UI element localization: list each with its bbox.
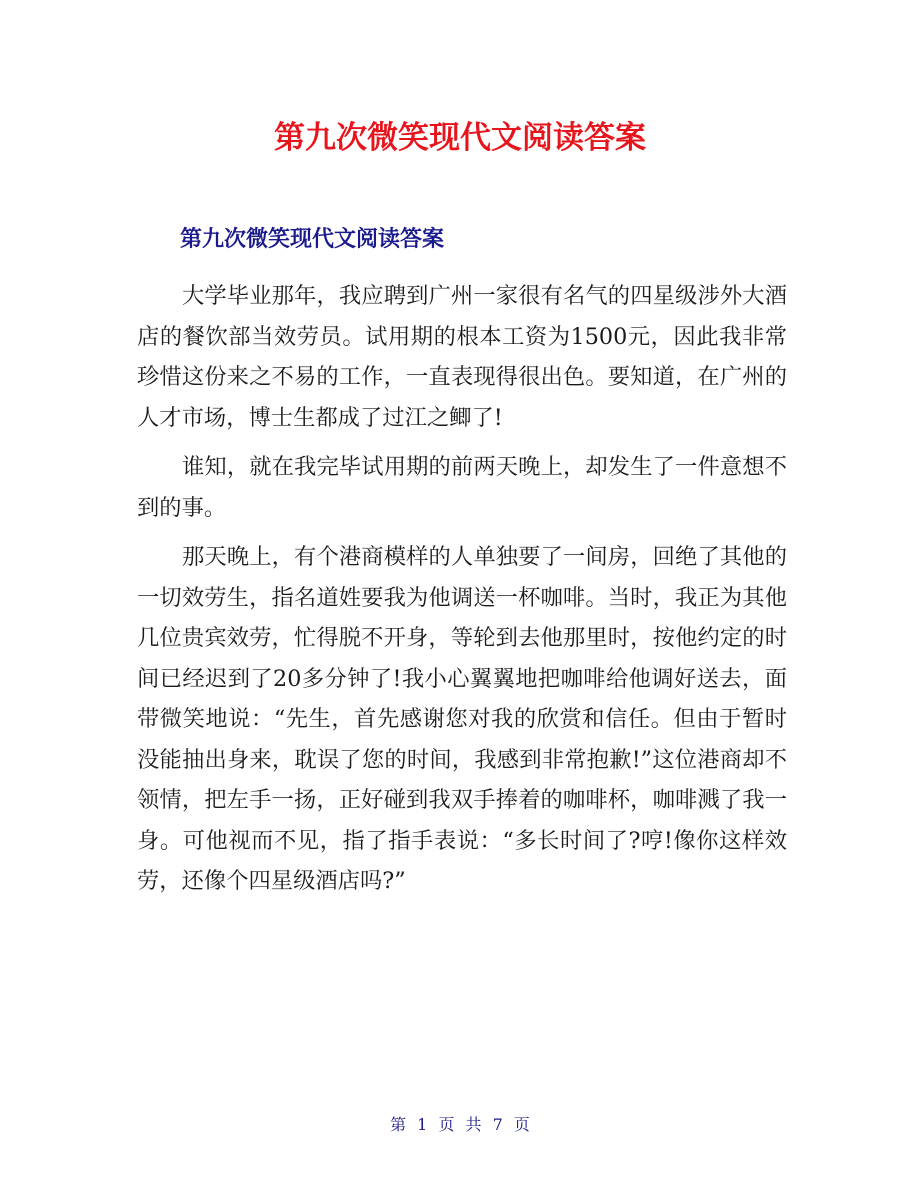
paragraph-3: 那天晚上，有个港商模样的人单独要了一间房，回绝了其他的一切效劳生，指名道姓要我为他调送一杯咖啡。当时，我正为其他几位贵宾效劳，忙得脱不开身，等轮到去他那里时，按他约定的时间已经迟到了20多分钟了!我小心翼翼地把咖啡给他调好送去，面带微笑地说：“先生，首先感谢您对我的欣赏和信任。但由于暂时没能抽出身来，耽误了您的时间，我感到非常抱歉!”这位港商却不领情，把左手一扬，正好碰到我双手捧着的咖啡杯，咖啡溅了我一身。可他视而不见，指了指手表说：“多长时间了?哼!像你这样效劳，还像个四星级酒店吗?”	[137, 544, 787, 894]
paragraph-1: 大学毕业那年，我应聘到广州一家很有名气的四星级涉外大酒店的餐饮部当效劳员。试用期的根本工资为1500元，因此我非常珍惜这份来之不易的工作，一直表现得很出色。要知道，在广州的人才市场，博士生都成了过江之鲫了!	[137, 283, 787, 431]
document-title: 第九次微笑现代文阅读答案	[274, 120, 646, 156]
section-heading: 第九次微笑现代文阅读答案	[180, 227, 445, 252]
paragraph-2: 谁知，就在我完毕试用期的前两天晚上，却发生了一件意想不到的事。	[137, 454, 787, 521]
page-number-footer: 第 1 页 共 7 页	[390, 1115, 530, 1134]
article-body	[137, 276, 787, 911]
